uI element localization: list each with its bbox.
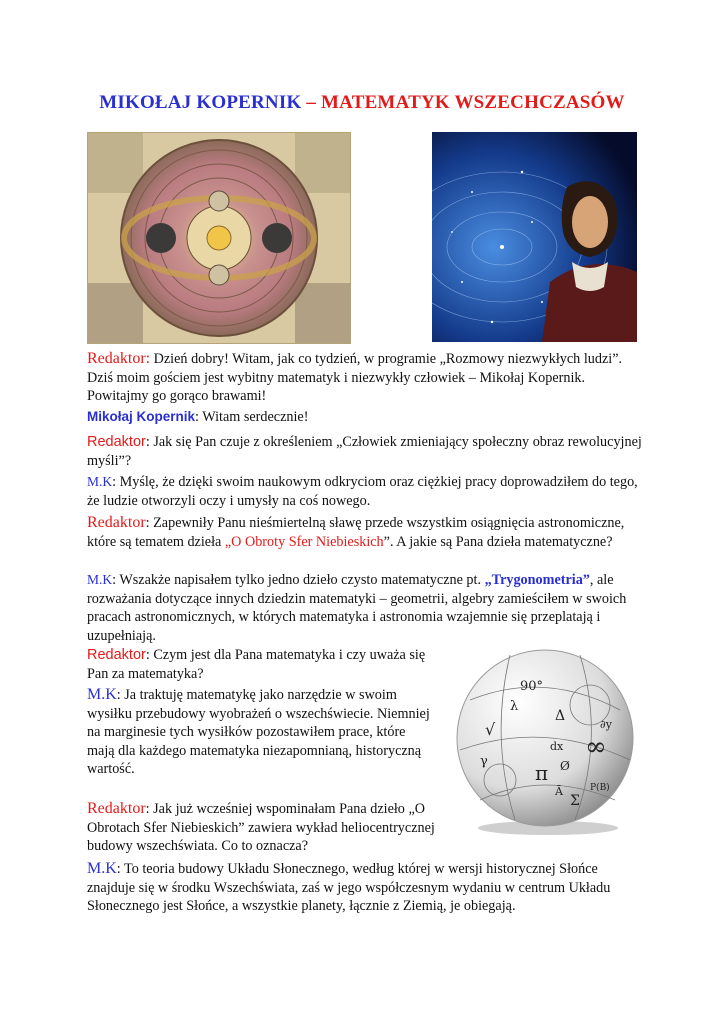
sphere-symbol: ∂y — [600, 718, 612, 731]
speaker-label: M.K — [87, 860, 117, 877]
dialog-entry — [87, 686, 435, 779]
sphere-symbol: 90° — [520, 679, 544, 694]
sphere-symbol: √ — [485, 720, 496, 739]
dialog-text: : Czym jest dla Pana matematyka i czy uważa się Pan za matematyka? — [87, 647, 426, 682]
sphere-symbol: Δ — [555, 708, 566, 724]
sphere-symbol: λ — [510, 699, 519, 714]
title-separator: – — [301, 92, 322, 113]
book-title: „O Obroty Sfer Niebieskich — [224, 533, 384, 550]
sphere-symbol: dx — [550, 740, 564, 753]
sphere-symbol: Ā — [555, 785, 563, 798]
speaker-label: M.K — [87, 474, 113, 489]
dialog-text: ”. A jakie są Pana dzieła matematyczne? — [383, 533, 613, 550]
dialog-entry — [87, 408, 647, 427]
book-title: „Trygonometria” — [484, 572, 590, 588]
dialog-text: : Zapewniły Panu nieśmiertelną sławę przede wszystkim osiągnięcia astronomiczne, które są tematem dzieła — [87, 515, 625, 550]
heliocentric-model-image — [87, 132, 351, 344]
page-title — [0, 92, 724, 114]
dialog-entry — [87, 571, 647, 645]
title-subtitle: MATEMATYK WSZECHCZASÓW — [321, 92, 625, 113]
speaker-label: Mikołaj Kopernik — [87, 409, 196, 424]
dialog-text: : Jak się Pan czuje z określeniem „Człowiek zmieniający społeczny obraz rewolucyjnej myśli”? — [87, 434, 642, 469]
dialog-text: : Wszakże napisałem tylko jedno dzieło czysto matematyczne pt. — [112, 572, 485, 588]
dialog-entry — [87, 860, 647, 916]
dialog-text: , ale rozważania dotyczące innych dziedzin matematyki – geometrii, algebry zamieściłem w swoich pracach astronomicznych, w których matematyka i astronomia wzajemnie się przeplatają i uzupełniają. — [87, 572, 627, 644]
sphere-symbol: Σ — [570, 793, 580, 809]
sphere-symbol: P(B) — [590, 783, 610, 793]
dialog-text: : Ja traktuję matematykę jako narzędzie w swoim wysiłku przebudowy wyobrażeń o wszechświecie. Niemniej na marginesie tych wysiłków pozostawiłem prace, które mają dla każdego matematyka niezapomnianą, historyczną wartość. — [87, 687, 430, 777]
speaker-label: M.K — [87, 572, 113, 587]
dialog-entry — [87, 646, 435, 683]
dialog-entry — [87, 800, 435, 856]
sphere-symbol: ∞ — [585, 732, 607, 762]
speaker-label: Redaktor: — [87, 350, 151, 367]
dialog-text: : To teoria budowy Układu Słonecznego, według której w wersji historycznej Słońce znajduje się w środku Wszechświata, zaś w jego współczesnym wydaniu w centrum Układu Słonecznego jest Słońce, a wszystkie planety, łącznie z Ziemią, je obiegają. — [87, 861, 611, 914]
speaker-label: Redaktor — [87, 514, 146, 531]
dialog-entry — [87, 514, 647, 551]
dialog-text: : Myślę, że dzięki swoim naukowym odkryciom oraz ciężkiej pracy doprowadziłem do tego, że ludzie otworzyli oczy i umysły na coś nowego. — [87, 474, 638, 509]
title-name: MIKOŁAJ KOPERNIK — [99, 92, 302, 113]
sphere-symbol: γ — [480, 754, 488, 769]
sphere-symbol: π — [535, 761, 549, 785]
speaker-label: Redaktor — [87, 800, 146, 817]
speaker-label: M.K — [87, 686, 117, 703]
dialog-entry — [87, 350, 647, 406]
sphere-symbol: Ø — [560, 759, 570, 773]
math-sphere-image — [440, 640, 650, 840]
dialog-entry — [87, 433, 647, 470]
dialog-text: : Witam serdecznie! — [195, 409, 309, 425]
speaker-label: Redaktor — [87, 434, 146, 450]
copernicus-portrait-image — [432, 132, 637, 342]
dialog-text: Dzień dobry! Witam, jak co tydzień, w programie „Rozmowy niezwykłych ludzi”. Dziś moim gościem jest wybitny matematyk i niezwykły człowiek – Mikołaj Kopernik. Powitajmy go gorąco brawami! — [87, 351, 623, 404]
dialog-entry — [87, 473, 647, 510]
dialog-text: : Jak już wcześniej wspominałam Pana dzieło „O Obrotach Sfer Niebieskich” zawiera wykład heliocentrycznej budowy wszechświata. Co to oznacza? — [87, 801, 435, 854]
speaker-label: Redaktor — [87, 647, 146, 663]
